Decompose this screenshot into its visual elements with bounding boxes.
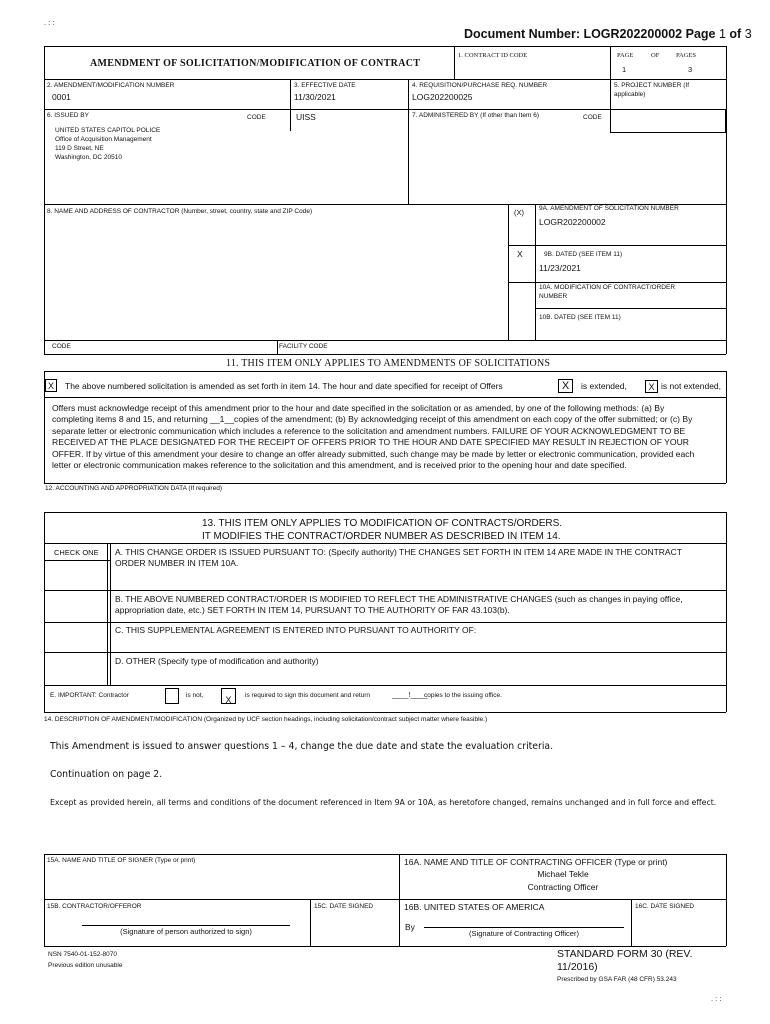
page-number: 1 (718, 27, 726, 41)
item3-label: 3. EFFECTIVE DATE (294, 82, 356, 89)
item13-heading-1: 13. THIS ITEM ONLY APPLIES TO MODIFICATION OF CONTRACTS/ORDERS. (202, 518, 563, 529)
of-label: of (729, 27, 742, 41)
item13-b-line-2: appropriation date, etc.) SET FORTH IN ITEM 14, PURSUANT TO THE AUTHORITY OF FAR 43.103(b). (115, 605, 510, 615)
facility-code-label: FACILITY CODE (279, 343, 328, 350)
item11-paragraph-line-2: completing items 8 and 15, and returning __1__copies of the amendment; (b) By acknowledging receipt of this amendment on each copy of the offer submitted; or (c) By (52, 414, 693, 425)
prescribed-by: Prescribed by GSA FAR (48 CFR) 53.243 (557, 976, 677, 983)
is-required-label: is required to sign this document and return (245, 692, 371, 699)
item9b-mark: X (517, 249, 523, 259)
check-one-label: CHECK ONE (54, 548, 99, 557)
page-value: 1 (622, 65, 627, 74)
copies-label: copies to the issuing office. (424, 692, 502, 699)
item15b-label: 15B. CONTRACTOR/OFFEROR (47, 903, 142, 910)
item14-description-line-3: Except as provided herein, all terms and conditions of the document referenced in Item 9A or 10A, as heretofore changed, remains unchanged and in full force and effect. (50, 798, 717, 807)
contracting-officer-name: Michael Tekle (537, 869, 589, 879)
is-extended-label: is extended, (581, 381, 627, 391)
item16b-label: 16B. UNITED STATES OF AMERICA (404, 902, 545, 912)
amendment-number: 0001 (52, 92, 71, 102)
item10a-label: 10A. MODIFICATION OF CONTRACT/ORDER (539, 284, 676, 291)
issued-by-line-2: Office of Acquisition Management (55, 136, 152, 143)
standard-form-line-2: 11/2016) (557, 961, 598, 973)
item13-d: D. OTHER (Specify type of modification and authority) (115, 656, 319, 666)
item6-code-label: CODE (247, 114, 266, 121)
contractor-code-label: CODE (52, 343, 71, 350)
item15b-signature-caption: (Signature of person authorized to sign) (120, 927, 252, 936)
is-not-label: is not, (186, 692, 204, 699)
item11-checkbox[interactable] (45, 379, 57, 392)
item5-label: 5. PROJECT NUMBER (If (614, 82, 690, 89)
document-number-header (464, 27, 752, 41)
item9a-label: 9A. AMENDMENT OF SOLICITATION NUMBER (539, 205, 679, 212)
previous-edition: Previous edition unusable (48, 962, 123, 969)
requisition-number: LOG202200025 (412, 92, 473, 102)
solicitation-number: LOGR202200002 (539, 217, 606, 227)
item11-check-mark: X (47, 381, 54, 391)
is-required-mark: X (225, 695, 232, 705)
issued-by-code: UISS (296, 112, 316, 122)
item12-label: 12. ACCOUNTING AND APPROPRIATION DATA (If required) (45, 485, 222, 492)
item7-code-label: CODE (583, 114, 602, 121)
form-title: AMENDMENT OF SOLICITATION/MODIFICATION OF CONTRACT (90, 58, 421, 69)
issued-by-line-4: Washington, DC 20510 (55, 154, 122, 161)
item11-heading: 11. THIS ITEM ONLY APPLIES TO AMENDMENTS OF SOLICITATIONS (226, 358, 551, 369)
copies-count: ____!____ (392, 690, 428, 699)
item16b-by: By (405, 922, 415, 932)
item8-label: 8. NAME AND ADDRESS OF CONTRACTOR (Number, street, country, state and ZIP Code) (47, 208, 313, 215)
item15a-label: 15A. NAME AND TITLE OF SIGNER (Type or print) (47, 857, 196, 864)
item5-label-2: applicable) (614, 91, 646, 98)
top-mark: . : : (44, 18, 55, 27)
standard-form-line-1: STANDARD FORM 30 (REV. (557, 948, 693, 960)
item11-paragraph-line-1: Offers must acknowledge receipt of this amendment prior to the hour and date specified in the solicitation or as amended, by one of the following methods: (a) By (52, 403, 665, 413)
item4-label: 4. REQUISITION/PURCHASE REQ. NUMBER (412, 82, 548, 89)
total-pages: 3 (744, 27, 752, 41)
item14-description-line-1: This Amendment is issued to answer questions 1 – 4, change the due date and state the evaluation criteria. (50, 741, 554, 752)
issued-by-line-1: UNITED STATES CAPITOL POLICE (55, 127, 161, 134)
item16b-signature-caption: (Signature of Contracting Officer) (469, 929, 579, 938)
item10a-label-2: NUMBER (539, 293, 568, 300)
item10b-label: 10B. DATED (SEE ITEM 11) (539, 314, 621, 321)
item11-paragraph-line-5: OFFER. If by virtue of this amendment your desire to change an offer already submitted, such change may be made by letter or electronic communication, provided each (52, 448, 695, 459)
contract-id-label: 1. CONTRACT ID CODE (458, 52, 528, 59)
is-extended-checkbox[interactable] (558, 379, 573, 393)
item6-label: 6. ISSUED BY (47, 112, 89, 119)
page-label: PAGE (617, 52, 634, 59)
item13-heading-2: IT MODIFIES THE CONTRACT/ORDER NUMBER AS DESCRIBED IN ITEM 14. (202, 531, 561, 542)
is-not-extended-label: is not extended, (661, 381, 722, 391)
item15c-label: 15C. DATE SIGNED (314, 903, 374, 910)
is-not-checkbox[interactable] (165, 688, 179, 704)
item13-c: C. THIS SUPPLEMENTAL AGREEMENT IS ENTERED INTO PURSUANT TO AUTHORITY OF: (115, 625, 477, 635)
item11-paragraph-line-4: RECEIVED AT THE PLACE DESIGNATED FOR THE RECEIPT OF OFFERS PRIOR TO THE HOUR AND DATE SPECIFIED MAY RESULT IN REJECTION OF YOUR (52, 437, 689, 448)
document-number-label: Document Number: LOGR202200002 Page (464, 27, 716, 41)
is-extended-mark: X (561, 380, 570, 392)
is-not-extended-checkbox[interactable] (645, 380, 658, 393)
is-not-extended-mark: X (648, 382, 655, 392)
item14-label: 14. DESCRIPTION OF AMENDMENT/MODIFICATION (Organized by UCF section headings, including solicitation/contract subject matter where feasible.) (44, 716, 488, 723)
item11-paragraph (52, 403, 722, 471)
item13-a-line-1: A. THIS CHANGE ORDER IS ISSUED PURSUANT TO: (Specify authority) THE CHANGES SET FORTH IN ITEM 14 ARE MADE IN THE CONTRACT (115, 547, 682, 557)
pages-label: PAGES (676, 52, 696, 59)
nsn-number: NSN 7540-01-152-8070 (48, 951, 118, 958)
item11-paragraph-line-6: letter or electronic communication makes reference to the solicitation and this amendment, and is received prior to the opening hour and date specified. (52, 460, 627, 471)
contracting-officer-title: Contracting Officer (527, 882, 599, 892)
item14-description-line-2: Continuation on page 2. (50, 769, 163, 780)
item9b-label: 9B. DATED (SEE ITEM 11) (544, 251, 623, 258)
item11-sentence: The above numbered solicitation is amended as set forth in item 14. The hour and date specified for receipt of Offers (65, 381, 503, 391)
pages-value: 3 (688, 65, 693, 74)
item11-paragraph-line-3: separate letter or electronic communication which includes a reference to the solicitation and amendment numbers. FAILURE OF YOUR ACKNOWLEDGMENT TO BE (52, 425, 686, 436)
item16a-label: 16A. NAME AND TITLE OF CONTRACTING OFFICER (Type or print) (404, 857, 668, 867)
bottom-mark: . : : (711, 994, 722, 1003)
item7-label: 7. ADMINISTERED BY (If other than Item 6) (412, 112, 540, 119)
item-e-label: E. IMPORTANT: Contractor (50, 692, 129, 699)
issued-by-line-3: 119 D Street, NE (55, 145, 104, 152)
item2-label: 2. AMENDMENT/MODIFICATION NUMBER (47, 82, 175, 89)
solicitation-date: 11/23/2021 (539, 263, 581, 273)
item13-a-line-2: ORDER NUMBER IN ITEM 10A. (115, 558, 239, 568)
item16c-label: 16C. DATE SIGNED (635, 903, 695, 910)
of-label-box: OF (651, 52, 660, 59)
item13-b-line-1: B. THE ABOVE NUMBERED CONTRACT/ORDER IS MODIFIED TO REFLECT THE ADMINISTRATIVE CHANGES (such as changes in paying office, (115, 594, 683, 604)
effective-date: 11/30/2021 (294, 92, 336, 102)
is-required-checkbox[interactable] (221, 688, 236, 704)
item9a-mark: (X) (514, 208, 524, 217)
